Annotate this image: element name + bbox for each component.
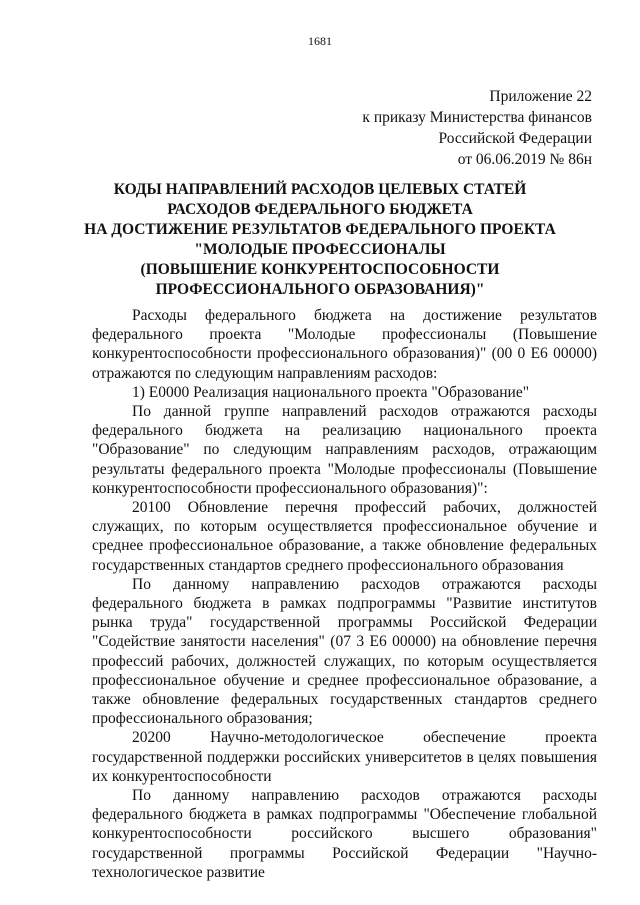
body-paragraph: По данному направлению расходов отражаются расходы федерального бюджета в рамках подпрограммы "Обеспечение глобальной конкурентоспособности российского высшего образования" государственной программы Российской Федерации "Научно-технологическое развитие — [92, 787, 597, 881]
title-line: КОДЫ НАПРАВЛЕНИЙ РАСХОДОВ ЦЕЛЕВЫХ СТАТЕЙ — [113, 181, 527, 198]
body-paragraph: Расходы федерального бюджета на достижение результатов федерального проекта "Молодые профессионалы (Повышение конкурентоспособности профессионального образования)" (00 0 Е6 00000) отражаются по следующим направлениям расходов: — [92, 307, 597, 382]
appendix-line: Приложение 22 — [489, 88, 592, 105]
title-line: "МОЛОДЫЕ ПРОФЕССИОНАЛЫ — [194, 241, 446, 258]
appendix-block — [292, 86, 592, 170]
appendix-line: к приказу Министерства финансов — [362, 109, 592, 126]
title-line: НА ДОСТИЖЕНИЕ РЕЗУЛЬТАТОВ ФЕДЕРАЛЬНОГО ПРОЕКТА — [84, 221, 556, 238]
body-paragraph: По данному направлению расходов отражаются расходы федерального бюджета в рамках подпрограммы "Развитие институтов рынка труда" государственной программы Российской Федерации "Содействие занятости населения" (07 3 Е6 00000) на обновление перечня профессий рабочих, должностей служащих, по которым осуществляется профессиональное обучение и среднее профессиональное образование, а также обновление федеральных государственных стандартов среднего профессионального образования; — [92, 575, 597, 728]
page-number: 1681 — [308, 34, 332, 48]
body-paragraph: По данной группе направлений расходов отражаются расходы федерального бюджета на реализацию национального проекта "Образование" по следующим направлениям расходов, отражающим результаты федерального проекта "Молодые профессионалы (Повышение конкурентоспособности профессионального образования)": — [92, 403, 597, 497]
document-title — [60, 180, 580, 300]
body-paragraph: 20200 Научно-методологическое обеспечение проекта государственной поддержки российских университетов в целях повышения их конкурентоспособности — [92, 729, 597, 785]
body-paragraph: 20100 Обновление перечня профессий рабочих, должностей служащих, по которым осуществляется профессиональное обучение и среднее профессиональное образование, а также обновление федеральных государственных стандартов среднего профессионального образования — [92, 499, 597, 574]
title-line: (ПОВЫШЕНИЕ КОНКУРЕНТОСПОСОБНОСТИ — [140, 261, 500, 278]
title-line: РАСХОДОВ ФЕДЕРАЛЬНОГО БЮДЖЕТА — [167, 201, 473, 218]
appendix-line: Российской Федерации — [438, 130, 592, 147]
body-paragraph: 1) Е0000 Реализация национального проекта "Образование" — [132, 383, 530, 401]
appendix-line: от 06.06.2019 № 86н — [457, 151, 592, 168]
title-line: ПРОФЕССИОНАЛЬНОГО ОБРАЗОВАНИЯ)" — [155, 281, 485, 298]
document-body — [92, 306, 597, 882]
